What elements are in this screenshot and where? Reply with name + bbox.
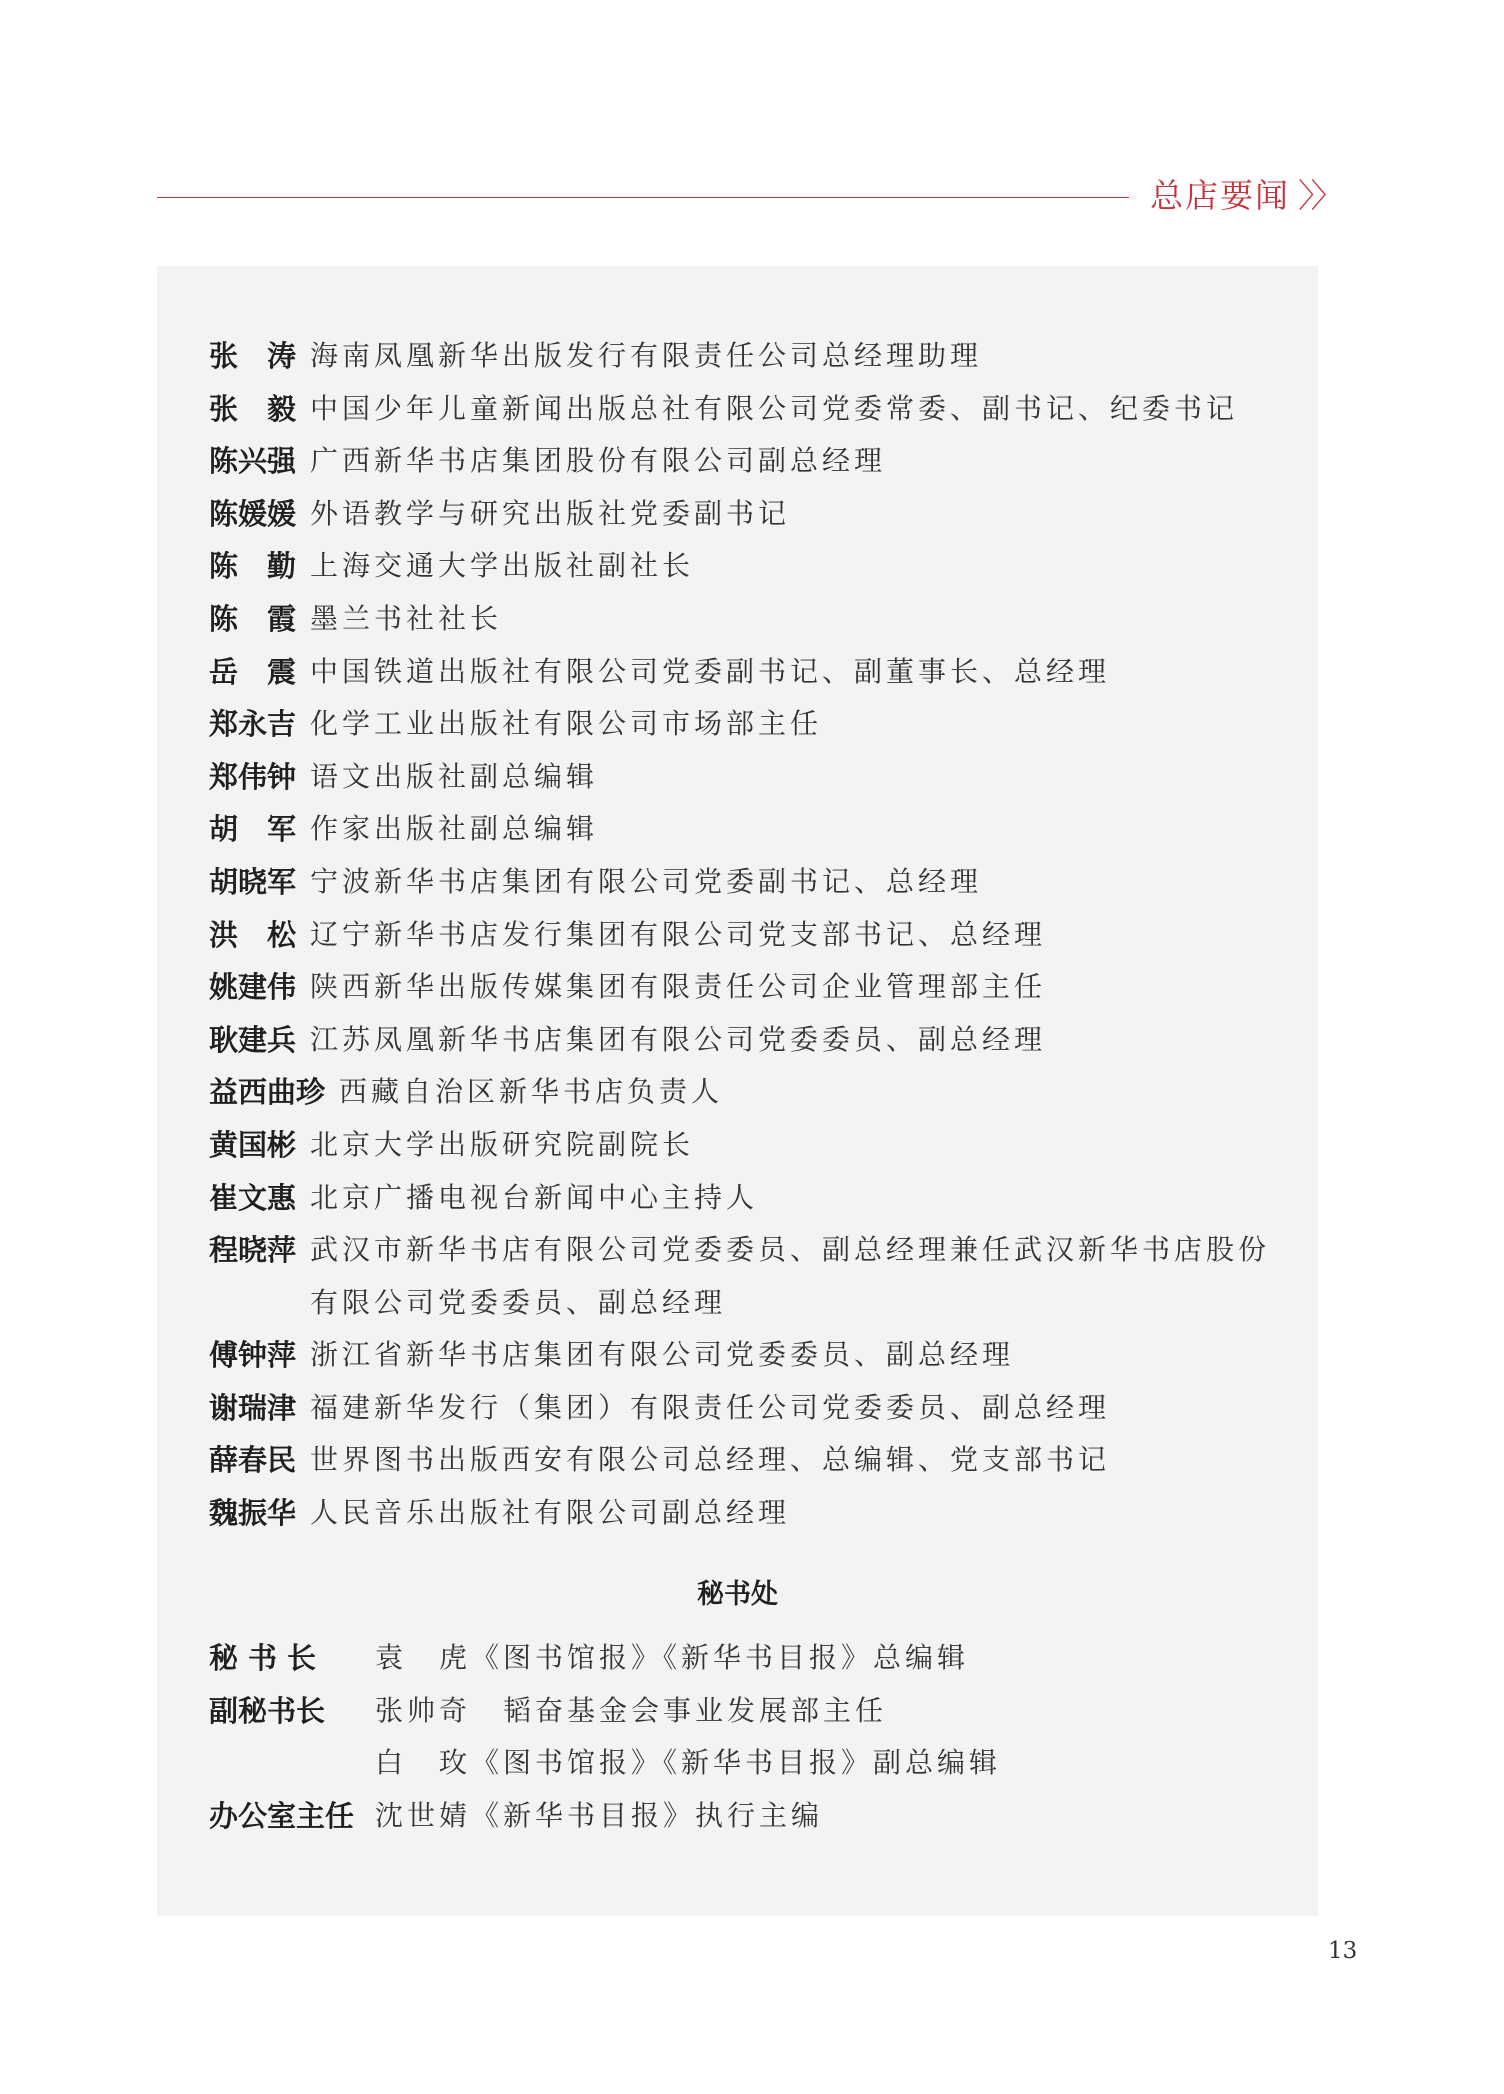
member-name: 傅钟萍 <box>209 1338 297 1373</box>
member-list <box>209 330 1299 1540</box>
secretariat-role: 办公室主任 <box>209 1798 355 1833</box>
member-name: 薛春民 <box>209 1443 297 1478</box>
secretariat-desc: 袁 虎《图书馆报》《新华书目报》总编辑 <box>375 1641 970 1674</box>
member-desc: 辽宁新华书店发行集团有限公司党支部书记、总经理 <box>310 917 1047 951</box>
secretariat-desc: 张帅奇 韬奋基金会事业发展部主任 <box>375 1693 888 1727</box>
content-box <box>157 266 1318 1916</box>
member-desc: 中国铁道出版社有限公司党委副书记、副董事长、总经理 <box>310 654 1111 688</box>
member-name: 陈兴强 <box>209 444 297 479</box>
member-name: 陈 勤 <box>209 549 297 584</box>
page-number: 13 <box>1328 1938 1358 1964</box>
member-row <box>209 1487 1299 1540</box>
secretariat-role: 秘书长 <box>209 1641 327 1675</box>
member-name: 岳 震 <box>209 654 297 689</box>
member-name: 魏振华 <box>209 1496 297 1531</box>
member-row <box>209 1224 1299 1329</box>
member-row <box>209 540 1299 593</box>
member-desc: 广西新华书店集团股份有限公司副总经理 <box>310 444 887 478</box>
member-name: 姚建伟 <box>209 970 297 1005</box>
member-name: 程晓萍 <box>209 1233 297 1268</box>
member-row <box>209 698 1299 751</box>
member-name: 张 涛 <box>209 339 297 373</box>
member-name: 黄国彬 <box>209 1127 297 1162</box>
secretariat-title: 秘书处 <box>697 1579 778 1610</box>
member-row <box>209 751 1299 804</box>
member-row <box>209 488 1299 541</box>
member-row <box>209 1066 1299 1119</box>
member-row <box>209 1329 1299 1382</box>
secretariat-row <box>209 1685 1299 1738</box>
member-row <box>209 1382 1299 1435</box>
member-name: 郑永吉 <box>209 707 297 742</box>
member-desc: 陕西新华出版传媒集团有限责任公司企业管理部主任 <box>310 970 1047 1004</box>
member-name: 崔文惠 <box>209 1180 297 1215</box>
secretariat-row <box>209 1790 1299 1843</box>
member-desc: 中国少年儿童新闻出版总社有限公司党委常委、副书记、纪委书记 <box>310 391 1239 425</box>
member-row <box>209 1434 1299 1487</box>
secretariat-role <box>209 1737 375 1790</box>
member-name: 胡 军 <box>209 812 297 847</box>
member-desc: 福建新华发行（集团）有限责任公司党委委员、副总经理 <box>310 1390 1111 1424</box>
secretariat-list <box>209 1632 1299 1842</box>
member-row <box>209 1014 1299 1067</box>
member-desc: 上海交通大学出版社副社长 <box>310 549 695 583</box>
member-desc: 江苏凤凰新华书店集团有限公司党委委员、副总经理 <box>310 1022 1047 1056</box>
member-desc: 人民音乐出版社有限公司副总经理 <box>310 1496 791 1530</box>
member-row <box>209 909 1299 962</box>
member-desc: 墨兰书社社长 <box>310 601 503 635</box>
member-name: 耿建兵 <box>209 1022 297 1057</box>
member-desc: 外语教学与研究出版社党委副书记 <box>310 496 791 530</box>
member-row <box>209 961 1299 1014</box>
member-desc: 浙江省新华书店集团有限公司党委委员、副总经理 <box>310 1338 1015 1372</box>
member-desc: 作家出版社副总编辑 <box>310 812 599 846</box>
member-row <box>209 593 1299 646</box>
header-rule <box>157 197 1129 198</box>
member-desc: 海南凤凰新华出版发行有限责任公司总经理助理 <box>310 339 983 372</box>
secretariat-row <box>209 1737 1299 1790</box>
member-desc: 世界图书出版西安有限公司总经理、总编辑、党支部书记 <box>310 1443 1111 1477</box>
member-desc: 宁波新华书店集团有限公司党委副书记、总经理 <box>310 864 983 898</box>
secretariat-desc: 白 玫《图书馆报》《新华书目报》副总编辑 <box>375 1746 1002 1780</box>
member-name: 洪 松 <box>209 917 297 952</box>
section-title <box>1150 174 1340 218</box>
member-desc: 北京广播电视台新闻中心主持人 <box>310 1180 759 1214</box>
member-row <box>209 383 1299 436</box>
member-row <box>209 856 1299 909</box>
secretariat-desc: 沈世婧《新华书目报》执行主编 <box>375 1798 824 1832</box>
member-name: 益西曲珍 <box>209 1075 326 1110</box>
secretariat-role: 副秘书长 <box>209 1693 326 1728</box>
member-desc: 北京大学出版研究院副院长 <box>310 1127 695 1161</box>
member-name: 郑伟钟 <box>209 759 297 794</box>
section-title-text: 总店要闻 <box>1150 176 1290 215</box>
member-name: 陈 霞 <box>209 601 297 636</box>
member-desc: 化学工业出版社有限公司市场部主任 <box>310 707 823 741</box>
member-row <box>209 1172 1299 1225</box>
member-name: 谢瑞津 <box>209 1390 297 1425</box>
member-row <box>209 803 1299 856</box>
member-name: 胡晓军 <box>209 864 297 899</box>
member-row <box>209 1119 1299 1172</box>
member-desc: 武汉市新华书店有限公司党委委员、副总经理兼任武汉新华书店股份有限公司党委委员、副总经理 <box>310 1233 1271 1319</box>
member-row <box>209 646 1299 699</box>
secretariat-row <box>209 1632 1299 1685</box>
member-row <box>209 435 1299 488</box>
member-name: 陈媛媛 <box>209 496 297 531</box>
member-row <box>209 330 1299 383</box>
member-desc: 语文出版社副总编辑 <box>310 759 599 793</box>
member-desc: 西藏自治区新华书店负责人 <box>339 1075 724 1109</box>
member-name: 张 毅 <box>209 391 297 426</box>
chevron-right-icon: 〉〉 <box>1298 176 1340 215</box>
